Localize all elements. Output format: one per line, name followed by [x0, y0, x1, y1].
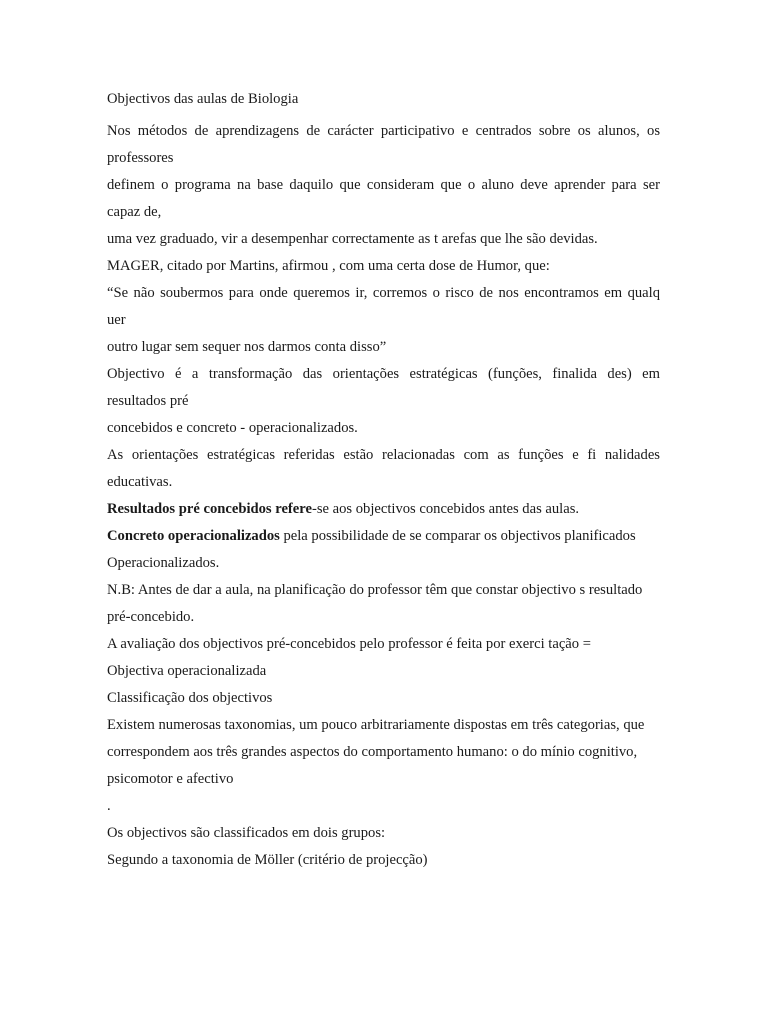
definition-term: Resultados pré concebidos refere — [107, 501, 312, 517]
document-title: Objectivos das aulas de Biologia — [107, 91, 299, 107]
paragraph-line: MAGER, citado por Martins, afirmou , com uma certa dose de Humor, que: — [107, 258, 550, 274]
quote-line: outro lugar sem sequer nos darmos conta disso” — [107, 339, 387, 355]
paragraph-line: capaz de, — [107, 204, 162, 220]
paragraph-line: definem o programa na base daquilo que consideram que o aluno deve aprender para ser — [107, 177, 660, 193]
definition-text: pela possibilidade de se comparar os objectivos planificados — [279, 528, 636, 544]
document-page — [107, 86, 660, 874]
quote-line: uer — [107, 312, 126, 328]
paragraph-line: psicomotor e afectivo — [107, 771, 234, 787]
paragraph-line: Os objectivos são classificados em dois grupos: — [107, 825, 386, 841]
note-line: pré-concebido. — [107, 609, 195, 625]
note-line: N.B: Antes de dar a aula, na planificação do professor têm que constar objectivo s resultado — [107, 582, 643, 598]
paragraph-line: Segundo a taxonomia de Möller (critério de projecção) — [107, 852, 428, 868]
paragraph-line: educativas. — [107, 474, 173, 490]
paragraph-line: correspondem aos três grandes aspectos do comportamento humano: o do mínio cognitivo, — [107, 744, 638, 760]
paragraph-line: Objectiva operacionalizada — [107, 663, 267, 679]
paragraph-line: uma vez graduado, vir a desempenhar correctamente as t arefas que lhe são devidas. — [107, 231, 598, 247]
paragraph-line: Objectivo é a transformação das orientações estratégicas (funções, finalida des) em — [107, 366, 660, 382]
section-heading: Classificação dos objectivos — [107, 690, 273, 706]
definition-line — [107, 496, 660, 523]
paragraph-line: professores — [107, 150, 174, 166]
paragraph-line: As orientações estratégicas referidas estão relacionadas com as funções e fi nalidades — [107, 447, 660, 463]
paragraph-line: A avaliação dos objectivos pré-concebidos pelo professor é feita por exerci tação = — [107, 636, 591, 652]
quote-line: “Se não soubermos para onde queremos ir, corremos o risco de nos encontramos em qualq — [107, 285, 660, 301]
paragraph-line: Nos métodos de aprendizagens de carácter participativo e centrados sobre os alunos, os — [107, 123, 660, 139]
paragraph-line: concebidos e concreto - operacionalizados. — [107, 420, 358, 436]
paragraph-line: Operacionalizados. — [107, 555, 220, 571]
definition-term: Concreto operacionalizados — [107, 528, 280, 544]
definition-line — [107, 523, 660, 550]
paragraph-line: . — [107, 798, 111, 814]
paragraph-line: Existem numerosas taxonomias, um pouco arbitrariamente dispostas em três categorias, que — [107, 717, 645, 733]
definition-text: -se aos objectivos concebidos antes das aulas. — [311, 501, 580, 517]
paragraph-line: resultados pré — [107, 393, 189, 409]
